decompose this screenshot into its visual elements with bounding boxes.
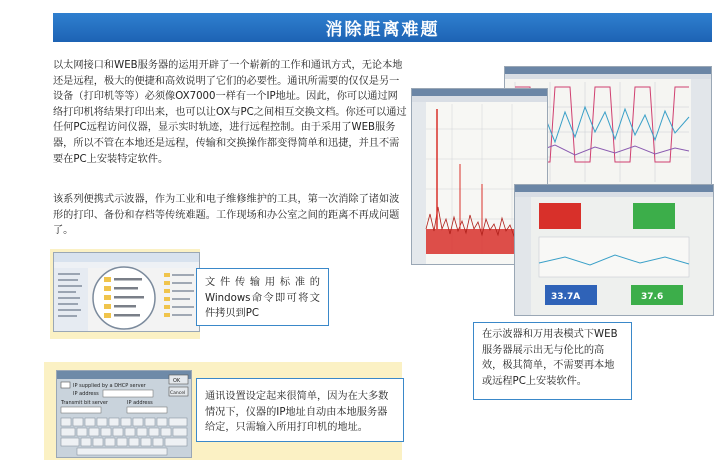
summary-paragraph: 该系列便携式示波器，作为工业和电子维修维护的工具，第一次消除了诸如波形的打印、备份和存档等传统难题。工作现场和办公室之间的距离不再成问题了。 (53, 194, 400, 237)
meter-reading-2: 37.6 (641, 292, 664, 302)
dialog-row-4: IP address (127, 400, 153, 406)
network-dialog-image (57, 371, 191, 457)
dialog-row-1: IP supplied by a DHCP server (73, 383, 146, 389)
network-settings-screenshot (56, 370, 192, 458)
web-server-caption: 在示波器和万用表模式下WEB服务器展示出无与伦比的高效，极其简单，不需要再本地或远程PC上安装软件。 (473, 322, 632, 400)
intro-paragraph: 以太网接口和WEB服务器的运用开辟了一个崭新的工作和通讯方式，无论本地还是远程，极大的便捷和高效说明了它们的必要性。通讯所需要的仅仅是另一设备（打印机等等）必须像OX7000一样有一个IP地址。因此，你可以通过网络打印机将结果打印出来，也可以让OX与PC之间相互交换文档。你还可以通过任何PC远程访问仪器，显示实时轨迹，进行远程控制。由于采用了WEB服务器，所以不管在本地还是远程，传输和交换操作都变得简单和迅捷，并且不需要在PC上安装特定软件。 (53, 60, 407, 165)
file-explorer-image (54, 253, 199, 331)
file-transfer-caption: 文件传输用标准的Windows命令即可将文件拷贝到PC (196, 268, 329, 326)
dialog-row-2: IP address (73, 391, 99, 397)
meter-reading-1: 33.7A (551, 292, 581, 302)
dialog-ok-label: OK (173, 378, 181, 384)
dialog-cancel-label: Cancel (170, 391, 186, 396)
section-title-bar (53, 13, 712, 42)
web-window-multimeter (514, 184, 714, 316)
section-title: 消除距离难题 (325, 20, 440, 40)
network-setup-caption: 通讯设置设定起来很简单，因为在大多数情况下，仪器的IP地址自动由本地服务器给定，只需输入所用打印机的地址。 (196, 378, 404, 442)
multimeter-image (515, 185, 713, 315)
file-explorer-screenshot (53, 252, 200, 332)
web-server-composite (411, 66, 712, 316)
dialog-row-3: Transmit bit server (61, 400, 108, 406)
